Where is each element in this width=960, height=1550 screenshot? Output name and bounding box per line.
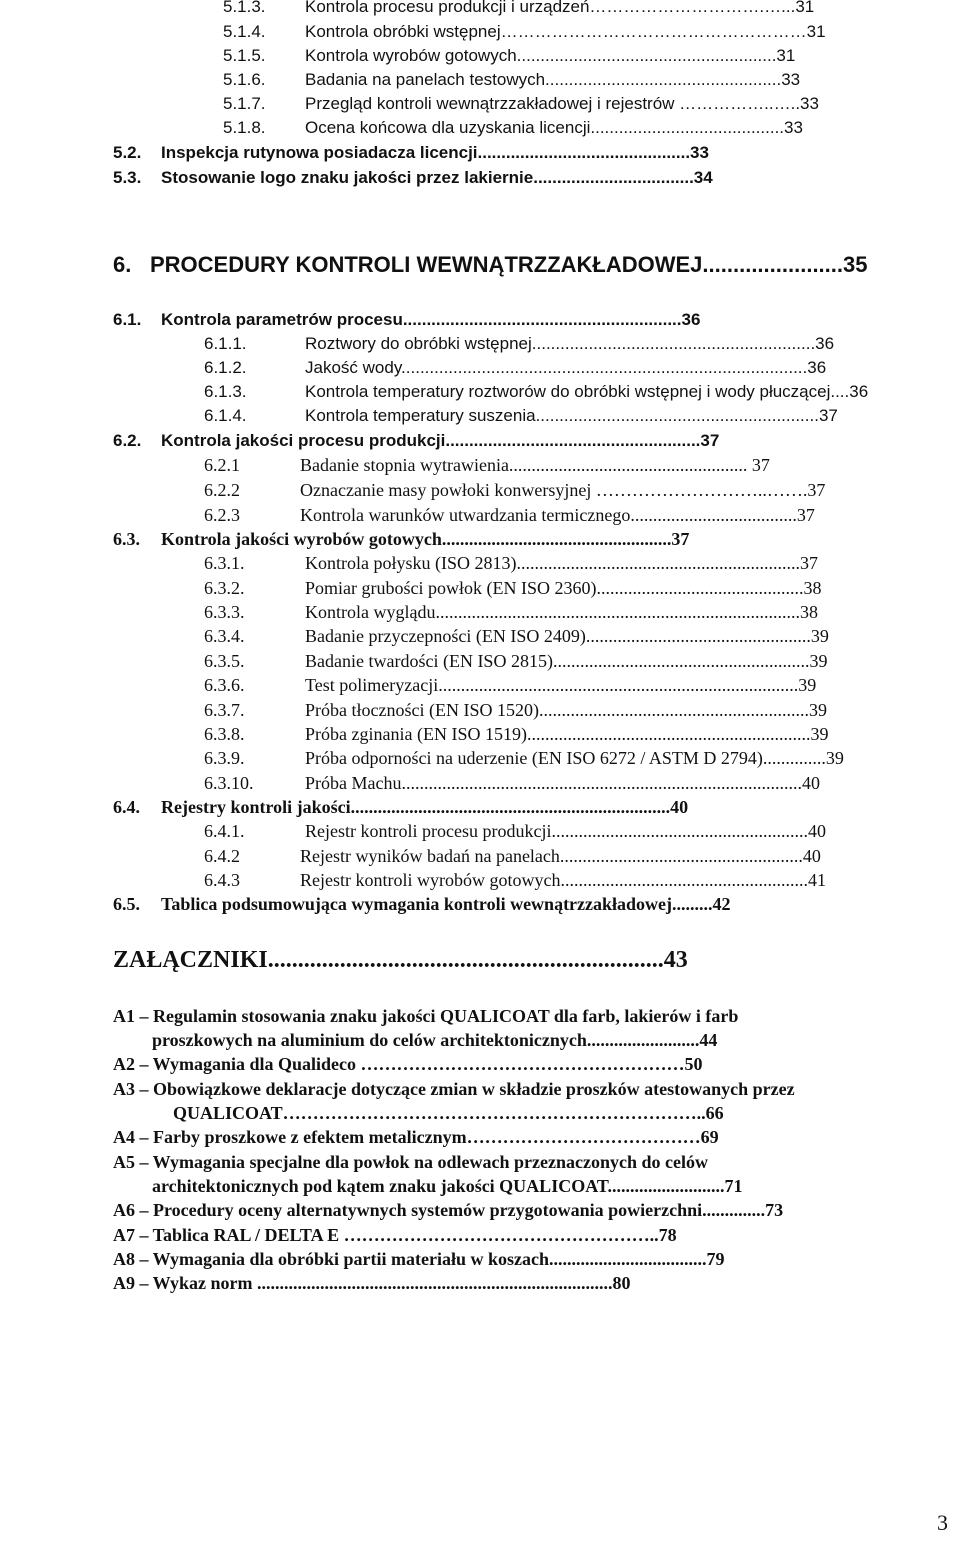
toc-number: 6.1.3. xyxy=(204,382,247,401)
toc-number: 6.3.5. xyxy=(204,651,245,671)
toc-number: 6.3.7. xyxy=(204,700,245,720)
toc-title: Kontrola jakości wyrobów gotowych...................................................37 xyxy=(161,529,690,549)
toc-entry-6-4-1[interactable] xyxy=(204,821,826,842)
toc-entry-6-1-4[interactable] xyxy=(204,406,838,426)
toc-number: 6.4.3 xyxy=(204,870,240,890)
toc-entry-6-2[interactable] xyxy=(113,431,720,451)
toc-number: 5.2. xyxy=(113,143,142,162)
toc-number: 6.3.10. xyxy=(204,773,254,793)
toc-number: 6.1. xyxy=(113,310,142,329)
toc-title: Kontrola temperatury roztworów do obróbki wstępnej i wody płuczącej....36 xyxy=(305,382,869,401)
toc-entry-6-3-3[interactable] xyxy=(204,602,818,623)
toc-title: Ocena końcowa dla uzyskania licencji.........................................33 xyxy=(305,118,803,137)
toc-number: 5.1.5. xyxy=(223,46,266,65)
toc-number: 6.2.1 xyxy=(204,455,240,475)
toc-title: Badanie przyczepności (EN ISO 2409)..................................................39 xyxy=(305,626,829,646)
toc-title: Badanie stopnia wytrawienia..................................................... 37 xyxy=(300,455,770,475)
toc-entry-5-3[interactable] xyxy=(113,168,713,188)
toc-number: 6.3.1. xyxy=(204,553,245,573)
annex-a1-line1[interactable]: A1 – Regulamin stosowania znaku jakości QUALICOAT dla farb, lakierów i farb xyxy=(113,1006,739,1026)
toc-number: 6.1.4. xyxy=(204,406,247,425)
annex-a2[interactable]: A2 – Wymagania dla Qualideco ………………………………………………50 xyxy=(113,1054,703,1074)
annex-a7[interactable]: A7 – Tablica RAL / DELTA E ……………………………………………..78 xyxy=(113,1225,677,1245)
toc-title: Inspekcja rutynowa posiadacza licencji.............................................33 xyxy=(161,143,709,162)
toc-number: 5.1.7. xyxy=(223,94,266,113)
annex-a5-line2[interactable]: architektonicznych pod kątem znaku jakości QUALICOAT..........................71 xyxy=(152,1176,743,1196)
toc-number: 6.2.2 xyxy=(204,480,240,500)
toc-title: Próba odporności na uderzenie (EN ISO 6272 / ASTM D 2794)..............39 xyxy=(305,748,844,768)
toc-number: 6.3.2. xyxy=(204,578,245,598)
toc-entry-6-3-1[interactable] xyxy=(204,553,818,574)
toc-entry-5-1-3[interactable] xyxy=(223,0,815,17)
toc-number: 6.1.1. xyxy=(204,334,247,353)
toc-number: 6.3.8. xyxy=(204,724,245,744)
toc-title: Kontrola procesu produkcji i urządzeń………………………….…...31 xyxy=(305,0,815,16)
toc-entry-6-3-5[interactable] xyxy=(204,651,828,672)
toc-title: Test polimeryzacji................................................................................39 xyxy=(305,675,817,695)
toc-title: PROCEDURY KONTROLI WEWNĄTRZZAKŁADOWEJ.......................35 xyxy=(150,252,868,277)
toc-number: 6.2.3 xyxy=(204,505,240,525)
toc-entry-6-2-2[interactable] xyxy=(204,480,826,501)
toc-number: 6.5. xyxy=(113,894,140,914)
toc-entry-6-3-9[interactable] xyxy=(204,748,844,769)
toc-number: 5.1.6. xyxy=(223,70,266,89)
toc-entry-6-2-1[interactable] xyxy=(204,455,770,476)
toc-entry-6-3-2[interactable] xyxy=(204,578,822,599)
toc-number: 6.4. xyxy=(113,797,140,817)
toc-entry-5-1-8[interactable] xyxy=(223,118,803,138)
toc-number: 6.3.3. xyxy=(204,602,245,622)
toc-number: 6.1.2. xyxy=(204,358,247,377)
toc-entry-6-1-2[interactable] xyxy=(204,358,827,378)
toc-title: Jakość wody......................................................................................36 xyxy=(305,358,827,377)
toc-entry-6-4-2[interactable] xyxy=(204,846,821,867)
toc-number: 6.4.1. xyxy=(204,821,245,841)
toc-title: Oznaczanie masy powłoki konwersyjnej ………………………..…….37 xyxy=(300,480,826,500)
toc-entry-6-2-3[interactable] xyxy=(204,505,815,526)
toc-entry-5-2[interactable] xyxy=(113,143,709,163)
toc-entry-6-4[interactable] xyxy=(113,797,689,818)
toc-entry-6-3[interactable] xyxy=(113,529,690,550)
annex-a9[interactable]: A9 – Wykaz norm ...............................................................................80 xyxy=(113,1273,631,1293)
toc-title: Stosowanie logo znaku jakości przez lakiernie..................................34 xyxy=(161,168,713,187)
toc-number: 5.1.3. xyxy=(223,0,266,16)
toc-title: Kontrola połysku (ISO 2813)...............................................................37 xyxy=(305,553,818,573)
toc-title: Próba Machu.........................................................................................40 xyxy=(305,773,820,793)
toc-title: Próba zginania (EN ISO 1519)...............................................................39 xyxy=(305,724,829,744)
toc-entry-5-1-4[interactable] xyxy=(223,22,826,42)
toc-title: Kontrola wyrobów gotowych.......................................................31 xyxy=(305,46,796,65)
annex-a8[interactable]: A8 – Wymagania dla obróbki partii materiału w koszach...................................79 xyxy=(113,1249,725,1269)
toc-title: Rejestr wyników badań na panelach......................................................40 xyxy=(300,846,821,866)
annex-a1-line2[interactable]: proszkowych na aluminium do celów architektonicznych.........................44 xyxy=(152,1030,718,1050)
toc-entry-6-1-3[interactable] xyxy=(204,382,869,402)
toc-title: Kontrola warunków utwardzania termicznego.....................................37 xyxy=(300,505,815,525)
page-number: 3 xyxy=(937,1510,948,1535)
toc-title: Przegląd kontroli wewnątrzzakładowej i rejestrów ……………..…..33 xyxy=(305,94,819,113)
toc-title: Próba tłoczności (EN ISO 1520)............................................................39 xyxy=(305,700,827,720)
toc-entry-5-1-7[interactable] xyxy=(223,94,819,114)
toc-title: Rejestry kontroli jakości.......................................................................40 xyxy=(161,797,689,817)
toc-title: Badania na panelach testowych..................................................33 xyxy=(305,70,801,89)
toc-entry-6-5[interactable] xyxy=(113,894,731,915)
toc-number: 6.3. xyxy=(113,529,140,549)
toc-number: 6.4.2 xyxy=(204,846,240,866)
toc-number: 6.3.6. xyxy=(204,675,245,695)
toc-number: 6.3.4. xyxy=(204,626,245,646)
toc-title: Kontrola obróbki wstępnej………………………………………………31 xyxy=(305,22,826,41)
toc-entry-6-3-6[interactable] xyxy=(204,675,817,696)
toc-entry-6-3-10[interactable] xyxy=(204,773,820,794)
toc-number: 5.1.4. xyxy=(223,22,266,41)
toc-number: 6.2. xyxy=(113,431,142,450)
toc-entry-6-3-7[interactable] xyxy=(204,700,827,721)
toc-chapter-6[interactable] xyxy=(113,252,868,278)
annexes-heading[interactable]: ZAŁĄCZNIKI..................................................................43 xyxy=(113,947,688,973)
toc-entry-5-1-5[interactable] xyxy=(223,46,796,66)
toc-number: 5.3. xyxy=(113,168,142,187)
annex-a4[interactable]: A4 – Farby proszkowe z efektem metalicznym…………………………………69 xyxy=(113,1127,719,1147)
toc-title: Pomiar grubości powłok (EN ISO 2360)..............................................38 xyxy=(305,578,822,598)
annex-a5-line1[interactable]: A5 – Wymagania specjalne dla powłok na odlewach przeznaczonych do celów xyxy=(113,1152,709,1172)
toc-number: 6. xyxy=(113,252,132,277)
toc-title: Kontrola jakości procesu produkcji......................................................37 xyxy=(161,431,720,450)
toc-number: 6.3.9. xyxy=(204,748,245,768)
toc-title: Rejestr kontroli procesu produkcji.........................................................40 xyxy=(305,821,826,841)
annex-a3-line2[interactable]: QUALICOAT……………………………………………………………..66 xyxy=(173,1103,724,1123)
toc-title: Tablica podsumowująca wymagania kontroli wewnątrzzakładowej.........42 xyxy=(161,894,731,914)
toc-title: Rejestr kontroli wyrobów gotowych.......................................................41 xyxy=(300,870,826,890)
toc-entry-6-1[interactable] xyxy=(113,310,701,330)
toc-number: 5.1.8. xyxy=(223,118,266,137)
toc-entry-6-3-8[interactable] xyxy=(204,724,829,745)
toc-entry-6-1-1[interactable] xyxy=(204,334,835,354)
toc-entry-6-3-4[interactable] xyxy=(204,626,829,647)
toc-title: Kontrola parametrów procesu...........................................................36 xyxy=(161,310,701,329)
toc-entry-5-1-6[interactable] xyxy=(223,70,801,90)
annex-a6[interactable]: A6 – Procedury oceny alternatywnych systemów przygotowania powierzchni..............73 xyxy=(113,1200,784,1220)
toc-title: Roztwory do obróbki wstępnej............................................................36 xyxy=(305,334,835,353)
toc-title: Kontrola wyglądu.................................................................................38 xyxy=(305,602,818,622)
annex-a3-line1[interactable]: A3 – Obowiązkowe deklaracje dotyczące zmian w składzie proszków atestowanych przez xyxy=(113,1079,795,1099)
toc-title: Badanie twardości (EN ISO 2815).........................................................39 xyxy=(305,651,828,671)
toc-entry-6-4-3[interactable] xyxy=(204,870,826,891)
toc-title: Kontrola temperatury suszenia............................................................37 xyxy=(305,406,838,425)
